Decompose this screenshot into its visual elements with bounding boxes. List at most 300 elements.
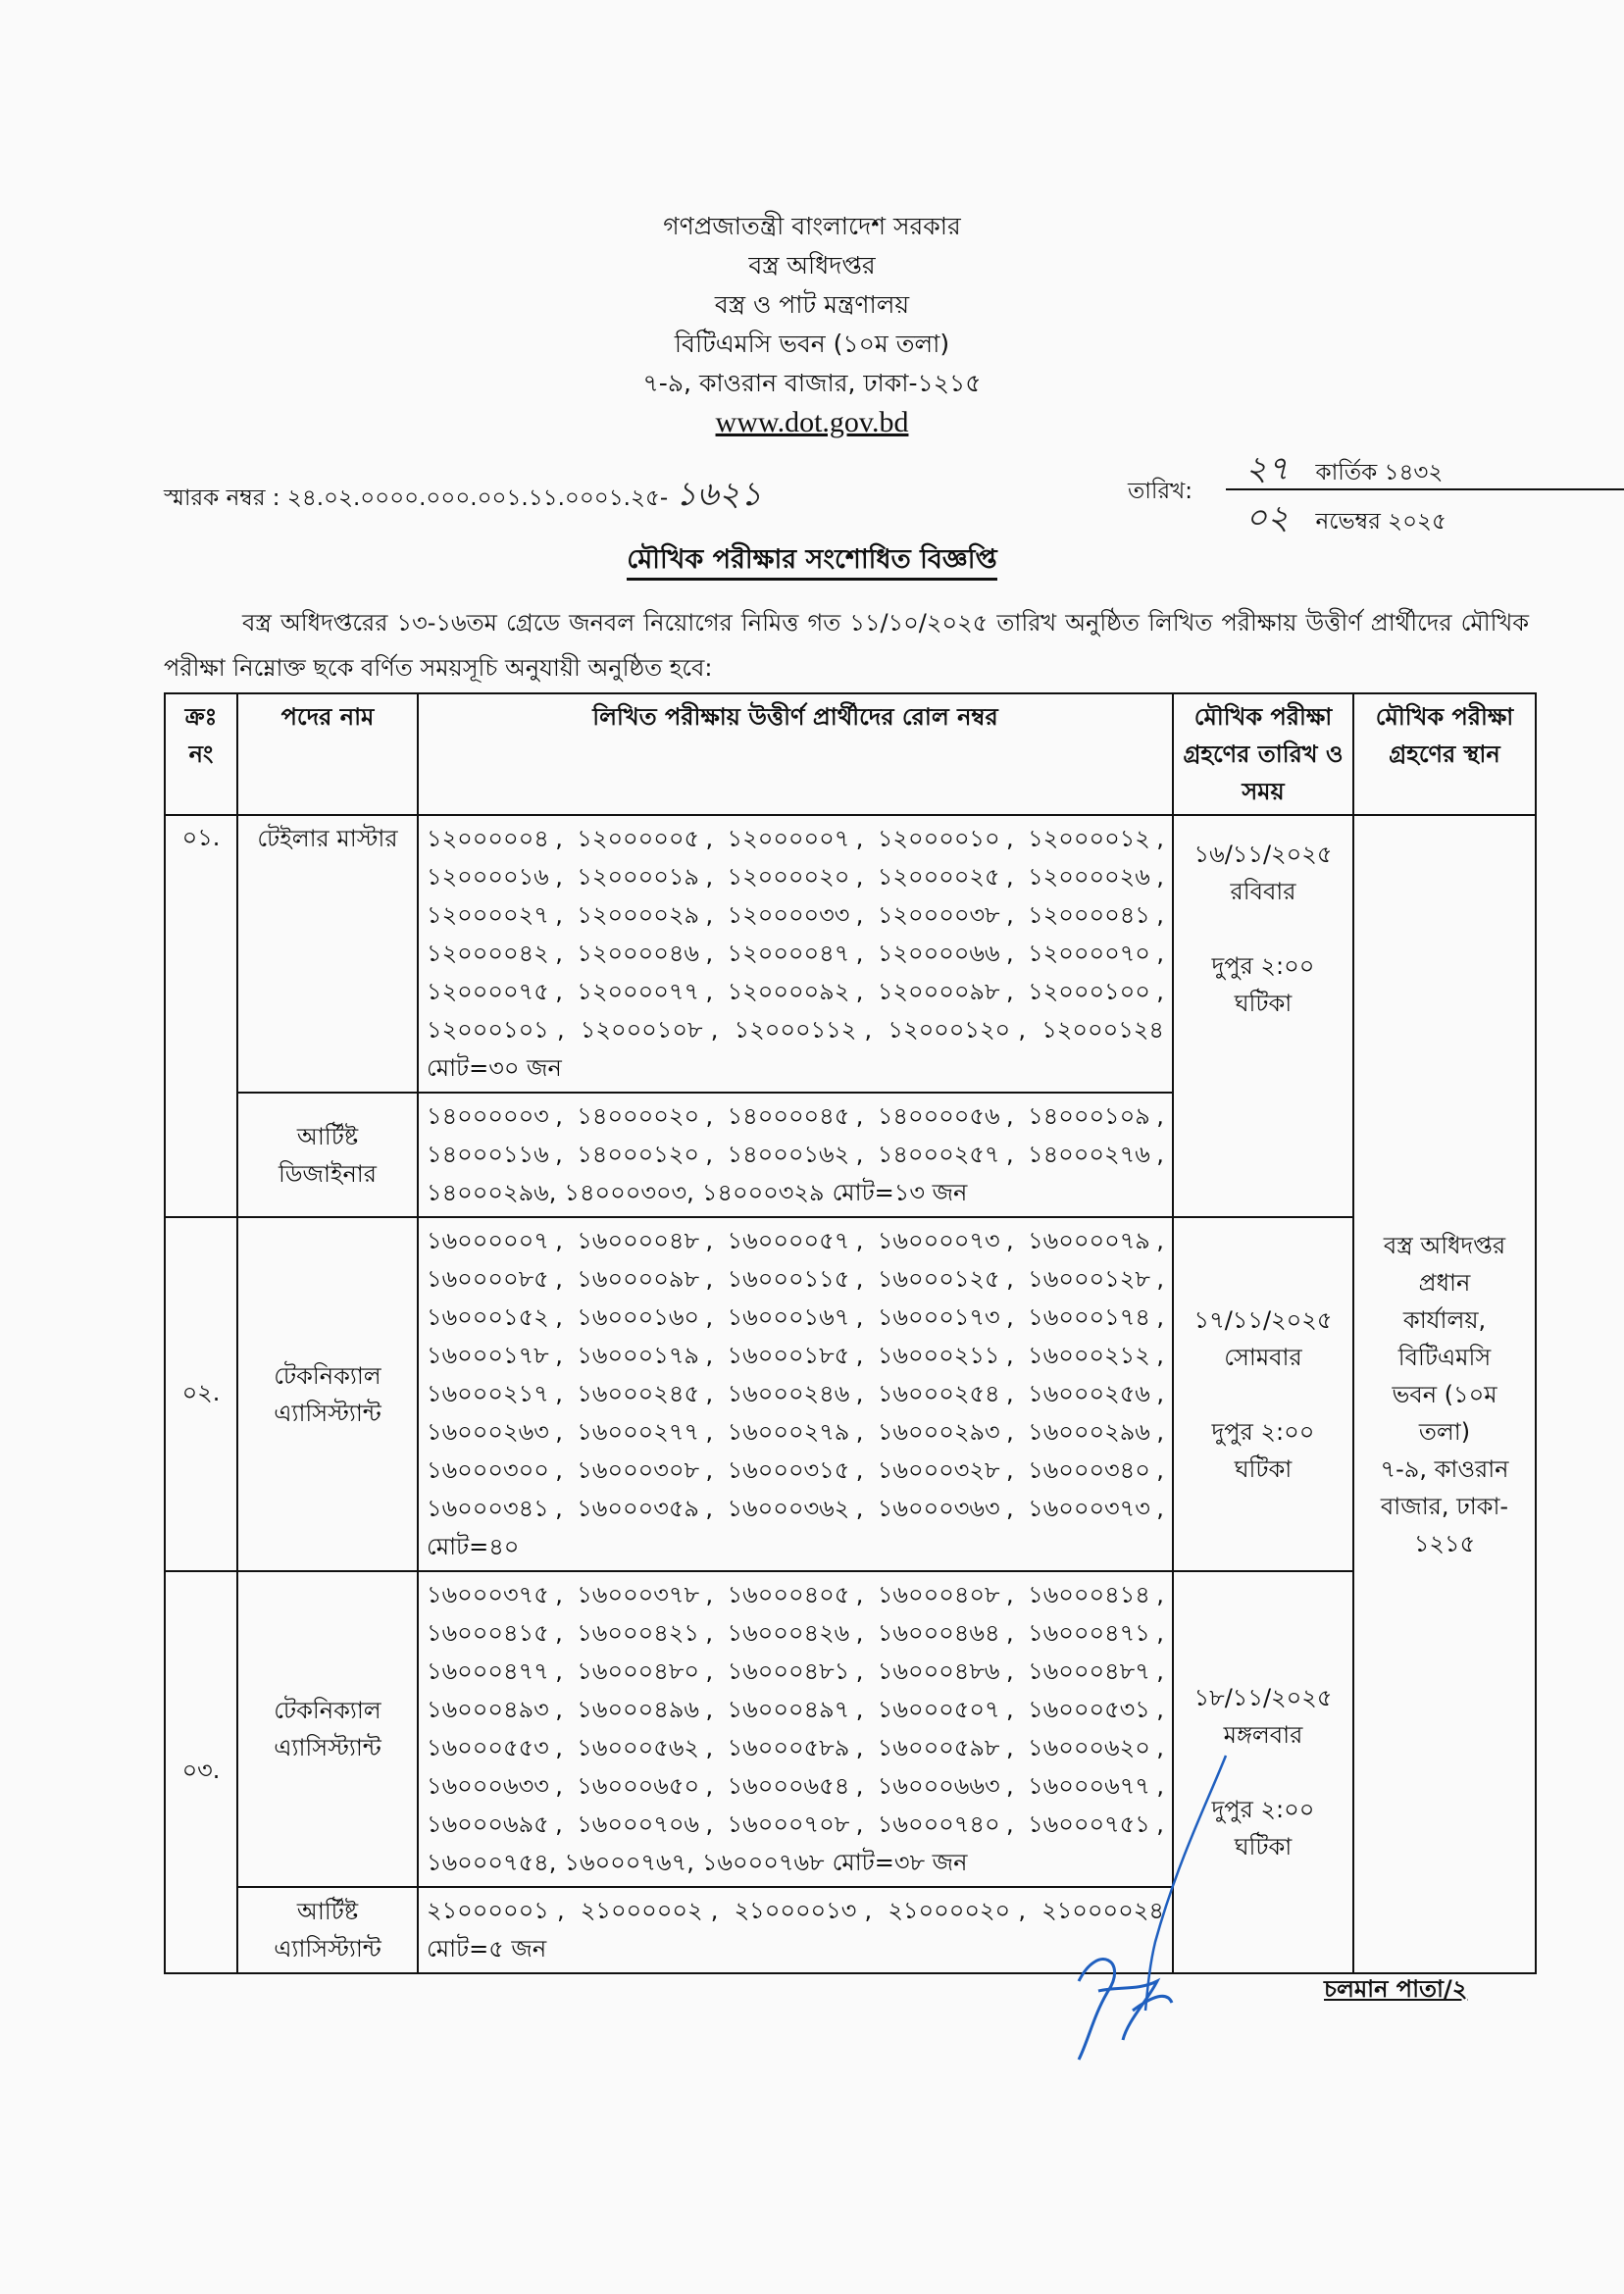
separator: , xyxy=(1006,825,1014,852)
separator: , xyxy=(705,978,714,1005)
post-name: আর্টিষ্ট ডিজাইনার xyxy=(237,1093,418,1217)
bangla-month-year: কার্তিক ১৪৩২ xyxy=(1315,460,1444,485)
roll-line xyxy=(427,935,1164,973)
roll-total: মোট=৩৮ জন xyxy=(832,1849,968,1876)
roll-number: ১২০০০০২৭ xyxy=(427,901,549,929)
separator: , xyxy=(1006,1495,1014,1522)
roll-number: ১২০০০০১৬ xyxy=(427,863,549,891)
roll-line xyxy=(427,1097,1164,1136)
separator: , xyxy=(555,940,563,967)
venue-line: বিটিএমসি xyxy=(1397,1343,1492,1371)
roll-number: ১২০০০০৪২ xyxy=(427,940,549,967)
roll-number: ১৬০০০৭৬৮ xyxy=(701,1849,825,1876)
roll-number: ১৬০০০৬২০ xyxy=(1028,1734,1150,1761)
separator: , xyxy=(705,1141,714,1168)
roll-number: ১৬০০০৩৫৯ xyxy=(577,1495,699,1522)
separator: , xyxy=(1018,1897,1026,1924)
separator: , xyxy=(705,1810,714,1838)
separator: , xyxy=(705,863,714,891)
roll-number: ১৬০০০৪৭১ xyxy=(1028,1619,1150,1647)
roll-number: ১২০০০০৭৫ xyxy=(427,978,549,1005)
separator: , xyxy=(1006,1227,1014,1254)
roll-number: ১২০০০০১৯ xyxy=(577,863,700,891)
roll-number: ১৬০০০৪৬৪ xyxy=(877,1619,1000,1647)
separator: , xyxy=(855,1141,864,1168)
interview-date: ১৮/১১/২০২৫ xyxy=(1193,1684,1333,1711)
roll-number: ১৬০০০১৫২ xyxy=(427,1303,549,1331)
roll-number: ১২০০০০০৭ xyxy=(727,825,850,852)
separator: , xyxy=(705,1772,714,1800)
roll-numbers xyxy=(418,815,1173,1093)
roll-number: ১৬০০০৩৭৫ xyxy=(427,1581,549,1608)
notice-title xyxy=(0,539,1624,584)
roll-number: ১৬০০০১৬৭ xyxy=(727,1303,850,1331)
separator: , xyxy=(686,1849,694,1876)
roll-line xyxy=(427,1413,1164,1452)
separator: , xyxy=(555,978,563,1005)
venue-line: বস্ত্র অধিদপ্তর xyxy=(1383,1231,1506,1259)
separator: , xyxy=(855,1810,864,1838)
header-post: পদের নাম xyxy=(237,693,418,815)
separator: , xyxy=(855,1734,864,1761)
roll-number: ১৪০০০১০৯ xyxy=(1028,1102,1150,1130)
separator: , xyxy=(548,1179,557,1206)
memo-number xyxy=(164,469,762,525)
separator: , xyxy=(555,1696,563,1723)
serial-number: ০৩. xyxy=(165,1571,237,1973)
separator: , xyxy=(1006,1456,1014,1484)
separator: , xyxy=(1006,1581,1014,1608)
interview-time-unit: ঘটিকা xyxy=(1234,1454,1293,1483)
venue-line: ভবন (১০ম xyxy=(1392,1380,1497,1408)
roll-number: ১২০০০০৪৬ xyxy=(577,940,700,967)
letterhead xyxy=(0,207,1624,442)
roll-number: ১৬০০০৩০০ xyxy=(427,1456,549,1484)
roll-number: ১৬০০০২৯৩ xyxy=(877,1418,1000,1446)
website-link[interactable]: www.dot.gov.bd xyxy=(715,406,909,438)
venue-line: ১২১৫ xyxy=(1413,1529,1476,1557)
roll-line xyxy=(427,1528,1164,1566)
roll-number: ১৬০০০৬৫০ xyxy=(577,1772,700,1800)
table-header-row xyxy=(165,693,1536,815)
roll-number: ১৬০০০২৪৬ xyxy=(727,1380,850,1407)
english-month-year: নভেম্বর ২০২৫ xyxy=(1315,509,1446,535)
roll-number: ১৬০০০৪৯৭ xyxy=(727,1696,850,1723)
interview-datetime xyxy=(1173,1217,1353,1571)
roll-number: ১২০০০০০৪ xyxy=(427,825,549,852)
roll-line xyxy=(427,1691,1164,1729)
roll-number: ১২০০০০২৫ xyxy=(877,863,1000,891)
separator: , xyxy=(1156,1772,1164,1800)
separator: , xyxy=(555,1303,563,1331)
roll-number: ১৪০০০১৬২ xyxy=(727,1141,850,1168)
interview-day: সোমবার xyxy=(1224,1343,1302,1371)
roll-number: ১৬০০০০৯৮ xyxy=(577,1265,700,1293)
table-row xyxy=(165,1217,1536,1571)
memo-handwritten-number: ১৬২১ xyxy=(675,475,762,514)
separator: , xyxy=(1006,1772,1014,1800)
separator: , xyxy=(855,1102,864,1130)
separator: , xyxy=(556,1016,565,1044)
roll-line xyxy=(427,1260,1164,1299)
separator: , xyxy=(1156,1581,1164,1608)
header-venue: মৌখিক পরীক্ষা গ্রহণের স্থান xyxy=(1353,693,1536,815)
continued-page-note: চলমান পাতা/২ xyxy=(1324,1975,1468,2003)
roll-number: ১৬০০০২১৭ xyxy=(427,1380,549,1407)
separator: , xyxy=(1156,1102,1164,1130)
roll-number: ২১০০০০২০ xyxy=(888,1897,1011,1924)
roll-number: ১৪০০০০৪৫ xyxy=(727,1102,850,1130)
roll-number: ১২০০০১১২ xyxy=(734,1016,857,1044)
separator: , xyxy=(705,1342,714,1369)
roll-line xyxy=(427,1299,1164,1337)
separator: , xyxy=(1156,1657,1164,1685)
roll-number: ১৬০০০১৭৪ xyxy=(1028,1303,1150,1331)
memo-label: স্মারক নম্বর : ২৪.০২.০০০০.০০০.০০১.১১.০০০১.২৫- xyxy=(164,485,669,511)
roll-line xyxy=(427,1222,1164,1260)
roll-number: ১৬০০০১৭৯ xyxy=(577,1342,700,1369)
separator: , xyxy=(705,901,714,929)
notice-title-text: মৌখিক পরীক্ষার সংশোধিত বিজ্ঞপ্তি xyxy=(627,544,996,581)
roll-number: ১৬০০০২৯৬ xyxy=(1028,1418,1150,1446)
roll-line xyxy=(427,1614,1164,1653)
interview-time-unit: ঘটিকা xyxy=(1234,1833,1293,1861)
separator: , xyxy=(1156,1303,1164,1331)
roll-line xyxy=(427,858,1164,896)
roll-number: ১৬০০০৪৮০ xyxy=(577,1657,700,1685)
separator: , xyxy=(1006,1265,1014,1293)
schedule-table xyxy=(164,692,1537,1974)
roll-number: ১৬০০০৬৭৭ xyxy=(1028,1772,1150,1800)
serial-number: ০২. xyxy=(165,1217,237,1571)
roll-number: ১৬০০০৪৯৩ xyxy=(427,1696,549,1723)
roll-number: ১৬০০০৫৮৯ xyxy=(727,1734,850,1761)
separator: , xyxy=(855,940,864,967)
separator: , xyxy=(1156,863,1164,891)
separator: , xyxy=(705,1619,714,1647)
roll-number: ১২০০০০৯২ xyxy=(727,978,850,1005)
roll-line xyxy=(427,973,1164,1011)
separator: , xyxy=(855,863,864,891)
roll-line xyxy=(427,896,1164,935)
separator: , xyxy=(555,1227,563,1254)
separator: , xyxy=(855,1619,864,1647)
roll-number: ১৬০০০৩৪০ xyxy=(1028,1456,1150,1484)
interview-date: ১৭/১১/২০২৫ xyxy=(1193,1305,1333,1334)
separator: , xyxy=(705,940,714,967)
roll-number: ১৬০০০৩১৫ xyxy=(727,1456,850,1484)
roll-number: ১৬০০০৩৭৮ xyxy=(577,1581,700,1608)
roll-line xyxy=(427,1136,1164,1174)
roll-number: ১৬০০০৩০৮ xyxy=(577,1456,700,1484)
roll-number: ১৬০০০৭০৮ xyxy=(727,1810,850,1838)
separator: , xyxy=(555,1619,563,1647)
separator: , xyxy=(1005,1734,1014,1761)
roll-line xyxy=(427,1011,1164,1049)
interview-day: মঙ্গলবার xyxy=(1223,1721,1303,1749)
separator: , xyxy=(548,1849,557,1876)
separator: , xyxy=(1006,978,1014,1005)
roll-number: ১৬০০০১৬০ xyxy=(577,1303,700,1331)
roll-number: ১৪০০০২৭৬ xyxy=(1028,1141,1150,1168)
venue-line: তলা) xyxy=(1418,1417,1471,1446)
separator: , xyxy=(864,1016,873,1044)
roll-number: ১৬০০০১৭৩ xyxy=(877,1303,1000,1331)
roll-number: ১৬০০০০৫৭ xyxy=(727,1227,850,1254)
roll-number: ১২০০০০৭৭ xyxy=(577,978,700,1005)
separator: , xyxy=(555,1734,563,1761)
separator: , xyxy=(1156,1265,1164,1293)
separator: , xyxy=(855,1456,864,1484)
roll-line xyxy=(427,1375,1164,1413)
roll-number: ১৬০০০৭৫১ xyxy=(1028,1810,1150,1838)
roll-number: ১৬০০০১২৫ xyxy=(877,1265,1000,1293)
roll-numbers xyxy=(418,1217,1173,1571)
roll-number: ১৪০০০০২০ xyxy=(577,1102,700,1130)
separator: , xyxy=(705,1734,714,1761)
roll-number: ১৬০০০২১২ xyxy=(1028,1342,1150,1369)
roll-number: ১৬০০০৫৩১ xyxy=(1028,1696,1150,1723)
roll-number: ১৬০০০৩২৮ xyxy=(877,1456,1000,1484)
separator: , xyxy=(705,1102,714,1130)
roll-line xyxy=(427,1576,1164,1614)
roll-line xyxy=(427,1452,1164,1490)
separator: , xyxy=(555,863,563,891)
roll-total: মোট=৫ জন xyxy=(427,1935,547,1963)
separator: , xyxy=(1156,1342,1164,1369)
department-name: বস্ত্র অধিদপ্তর xyxy=(748,251,876,280)
separator: , xyxy=(1005,1619,1014,1647)
separator: , xyxy=(555,1456,563,1484)
header-datetime: মৌখিক পরীক্ষা গ্রহণের তারিখ ও সময় xyxy=(1173,693,1353,815)
spacer xyxy=(1182,910,1345,947)
roll-number: ১৬০০০৭৪০ xyxy=(877,1810,1000,1838)
separator: , xyxy=(705,1456,714,1484)
venue-line: বাজার, ঢাকা- xyxy=(1380,1492,1509,1520)
signature xyxy=(1040,1746,1275,2069)
post-name: টেইলার মাস্টার xyxy=(237,815,418,1093)
roll-number: ১২০০০০১০ xyxy=(877,825,1000,852)
separator: , xyxy=(1156,978,1164,1005)
separator: , xyxy=(555,1418,563,1446)
post-name: টেকনিক্যাল এ্যাসিস্ট্যান্ট xyxy=(237,1571,418,1887)
separator: , xyxy=(705,1303,714,1331)
separator: , xyxy=(555,1102,563,1130)
separator: , xyxy=(555,1342,563,1369)
roll-number: ১৬০০০০৭৩ xyxy=(877,1227,1000,1254)
separator: , xyxy=(555,1380,563,1407)
ministry-name: বস্ত্র ও পাট মন্ত্রণালয় xyxy=(714,290,910,319)
roll-number: ১৬০০০৫০৭ xyxy=(877,1696,1000,1723)
separator: , xyxy=(855,901,864,929)
roll-number: ১৪০০০০০৩ xyxy=(427,1102,549,1130)
separator: , xyxy=(1156,1495,1164,1522)
separator: , xyxy=(705,1696,714,1723)
interview-datetime xyxy=(1173,815,1353,1217)
roll-number: ১৬০০০৪৯৬ xyxy=(577,1696,700,1723)
roll-number: ১২০০০০৩৮ xyxy=(877,901,1000,929)
separator: , xyxy=(555,901,563,929)
separator: , xyxy=(705,1581,714,1608)
roll-number: ১৬০০০৩৪১ xyxy=(427,1495,549,1522)
separator: , xyxy=(855,1696,864,1723)
roll-number: ১৪০০০২৫৭ xyxy=(877,1141,1000,1168)
roll-number: ১৬০০০২৫৪ xyxy=(877,1380,1000,1407)
roll-number: ১২০০০০১২ xyxy=(1028,825,1150,852)
separator: , xyxy=(855,825,864,852)
separator: , xyxy=(1006,1418,1014,1446)
roll-number: ১৬০০০৪০৫ xyxy=(727,1581,850,1608)
roll-number: ১২০০০০৩৩ xyxy=(727,901,850,929)
separator: , xyxy=(555,1265,563,1293)
separator: , xyxy=(1006,940,1014,967)
roll-number: ১২০০০০২৯ xyxy=(577,901,700,929)
separator: , xyxy=(1006,901,1014,929)
roll-number: ১৪০০০৩০৩ xyxy=(564,1179,687,1206)
roll-line xyxy=(427,1049,1164,1088)
roll-number: ১৪০০০১১৬ xyxy=(427,1141,549,1168)
roll-number: ২১০০০০০২ xyxy=(580,1897,703,1924)
venue-line: ৭-৯, কাওরান xyxy=(1380,1454,1509,1483)
post-name: টেকনিক্যাল এ্যাসিস্ট্যান্ট xyxy=(237,1217,418,1571)
separator: , xyxy=(705,1227,714,1254)
venue-line: প্রধান xyxy=(1418,1268,1471,1297)
intro-paragraph: বস্ত্র অধিদপ্তরের ১৩-১৬তম গ্রেডে জনবল নিয়োগের নিমিত্ত গত ১১/১০/২০২৫ তারিখ অনুষ্ঠিত লিখিত পরীক্ষায় উত্তীর্ণ প্রার্থীদের মৌখিক পরীক্ষা নিম্নোক্ত ছকে বর্ণিত সময়সূচি অনুযায়ী অনুষ্ঠিত হবে: xyxy=(164,609,1529,682)
separator: , xyxy=(855,1772,864,1800)
separator: , xyxy=(1156,1227,1164,1254)
roll-number: ১৬০০০৩৭৩ xyxy=(1028,1495,1150,1522)
interview-time: দুপুর ২:০০ xyxy=(1211,952,1315,980)
roll-number: ১৬০০০৫৯৮ xyxy=(877,1734,1000,1761)
roll-number: ১৬০০০৬৩৩ xyxy=(427,1772,549,1800)
roll-numbers xyxy=(418,1093,1173,1217)
interview-time: দুপুর ২:০০ xyxy=(1211,1796,1315,1823)
roll-number: ১২০০০১০১ xyxy=(427,1016,549,1044)
roll-number: ১৪০০০১২০ xyxy=(577,1141,699,1168)
roll-line xyxy=(427,1337,1164,1375)
separator: , xyxy=(705,1380,714,1407)
separator: , xyxy=(555,1141,563,1168)
separator: , xyxy=(1156,1810,1164,1838)
roll-number: ১৬০০০৪৮৬ xyxy=(877,1657,1000,1685)
roll-number: ১৬০০০৭৫৪ xyxy=(427,1849,549,1876)
roll-number: ১২০০০০৬৬ xyxy=(877,940,1000,967)
serial-number: ০১. xyxy=(165,815,237,1217)
separator: , xyxy=(686,1179,694,1206)
separator: , xyxy=(1156,1418,1164,1446)
roll-number: ১৬০০০১২৮ xyxy=(1028,1265,1150,1293)
separator: , xyxy=(555,825,563,852)
roll-number: ১২০০০০০৫ xyxy=(577,825,700,852)
roll-number: ১৬০০০২৭৯ xyxy=(727,1418,850,1446)
separator: , xyxy=(855,1303,864,1331)
separator: , xyxy=(855,1227,864,1254)
roll-line xyxy=(427,820,1164,858)
roll-line xyxy=(427,1653,1164,1691)
govt-name: গণপ্রজাতন্ত্রী বাংলাদেশ সরকার xyxy=(663,212,961,240)
roll-number: ১৪০০০৩২৯ xyxy=(701,1179,825,1206)
roll-number: ১৬০০০০৮৫ xyxy=(427,1265,549,1293)
separator: , xyxy=(1156,825,1164,852)
roll-number: ১৬০০০২৪৫ xyxy=(577,1380,700,1407)
roll-number: ১৪০০০০৫৬ xyxy=(877,1102,1000,1130)
interview-venue xyxy=(1353,815,1536,1973)
roll-line xyxy=(427,1174,1164,1212)
roll-number: ১৬০০০১৭৮ xyxy=(427,1342,549,1369)
bangla-date xyxy=(1226,443,1624,490)
roll-number: ২১০০০০০১ xyxy=(427,1897,549,1924)
separator: , xyxy=(1005,1657,1014,1685)
roll-number: ১৬০০০৪৮১ xyxy=(727,1657,850,1685)
building-name: বিটিএমসি ভবন (১০ম তলা) xyxy=(674,330,950,358)
separator: , xyxy=(705,1418,714,1446)
header-serial: ক্রঃ নং xyxy=(165,693,237,815)
separator: , xyxy=(705,1265,714,1293)
separator: , xyxy=(855,1657,864,1685)
separator: , xyxy=(1156,1456,1164,1484)
spacer xyxy=(1182,1376,1345,1413)
roll-number: ১৬০০০৪২১ xyxy=(577,1619,699,1647)
separator: , xyxy=(1006,1102,1014,1130)
roll-number: ১৬০০০২৫৬ xyxy=(1028,1380,1150,1407)
bangla-day: ২৭ xyxy=(1245,449,1290,488)
separator: , xyxy=(1006,1696,1014,1723)
separator: , xyxy=(1156,1734,1164,1761)
roll-number: ২১০০০০২৪ xyxy=(1041,1897,1164,1924)
header-rolls: লিখিত পরীক্ষায় উত্তীর্ণ প্রার্থীদের রোল নম্বর xyxy=(418,693,1173,815)
roll-number: ১২০০০০২০ xyxy=(727,863,850,891)
separator: , xyxy=(855,1380,864,1407)
separator: , xyxy=(555,1810,563,1838)
roll-number: ২১০০০০১৩ xyxy=(734,1897,857,1924)
separator: , xyxy=(710,1897,719,1924)
separator: , xyxy=(1156,1619,1164,1647)
roll-number: ১৬০০০৬৯৫ xyxy=(427,1810,549,1838)
separator: , xyxy=(555,1657,563,1685)
roll-number: ১৬০০০৭৬৭ xyxy=(564,1849,687,1876)
roll-number: ১৬০০০৫৫৩ xyxy=(427,1734,549,1761)
separator: , xyxy=(855,1495,864,1522)
separator: , xyxy=(1018,1016,1027,1044)
roll-number: ১২০০০১০০ xyxy=(1028,978,1150,1005)
english-day: ০২ xyxy=(1245,498,1290,537)
separator: , xyxy=(555,1581,563,1608)
separator: , xyxy=(1006,1303,1014,1331)
roll-number: ১২০০০১২০ xyxy=(888,1016,1011,1044)
roll-number: ১৬০০০৪২৬ xyxy=(727,1619,850,1647)
separator: , xyxy=(855,1418,864,1446)
separator: , xyxy=(855,1342,864,1369)
roll-number: ১২০০০১০৮ xyxy=(580,1016,703,1044)
roll-number: ১৬০০০৩৬২ xyxy=(727,1495,850,1522)
separator: , xyxy=(855,1581,864,1608)
roll-total: মোট=৩০ জন xyxy=(427,1054,562,1082)
roll-number: ১৬০০০০৭৯ xyxy=(1028,1227,1150,1254)
roll-number: ১২০০০০৭০ xyxy=(1028,940,1150,967)
roll-number: ১৬০০০২৬৩ xyxy=(427,1418,549,1446)
roll-number: ১৬০০০৪১৫ xyxy=(427,1619,549,1647)
roll-number: ১৬০০০৪০৮ xyxy=(877,1581,1000,1608)
separator: , xyxy=(1005,1141,1014,1168)
post-name: আর্টিষ্ট এ্যাসিস্ট্যান্ট xyxy=(237,1887,418,1973)
separator: , xyxy=(1006,863,1014,891)
roll-number: ১৬০০০৪৭৭ xyxy=(427,1657,549,1685)
separator: , xyxy=(710,1016,719,1044)
roll-number: ১২০০০০৪১ xyxy=(1028,901,1150,929)
roll-number: ১২০০০০৯৮ xyxy=(877,978,1000,1005)
roll-total: মোট=৪০ xyxy=(427,1533,520,1560)
roll-number: ১৬০০০২৭৭ xyxy=(577,1418,700,1446)
